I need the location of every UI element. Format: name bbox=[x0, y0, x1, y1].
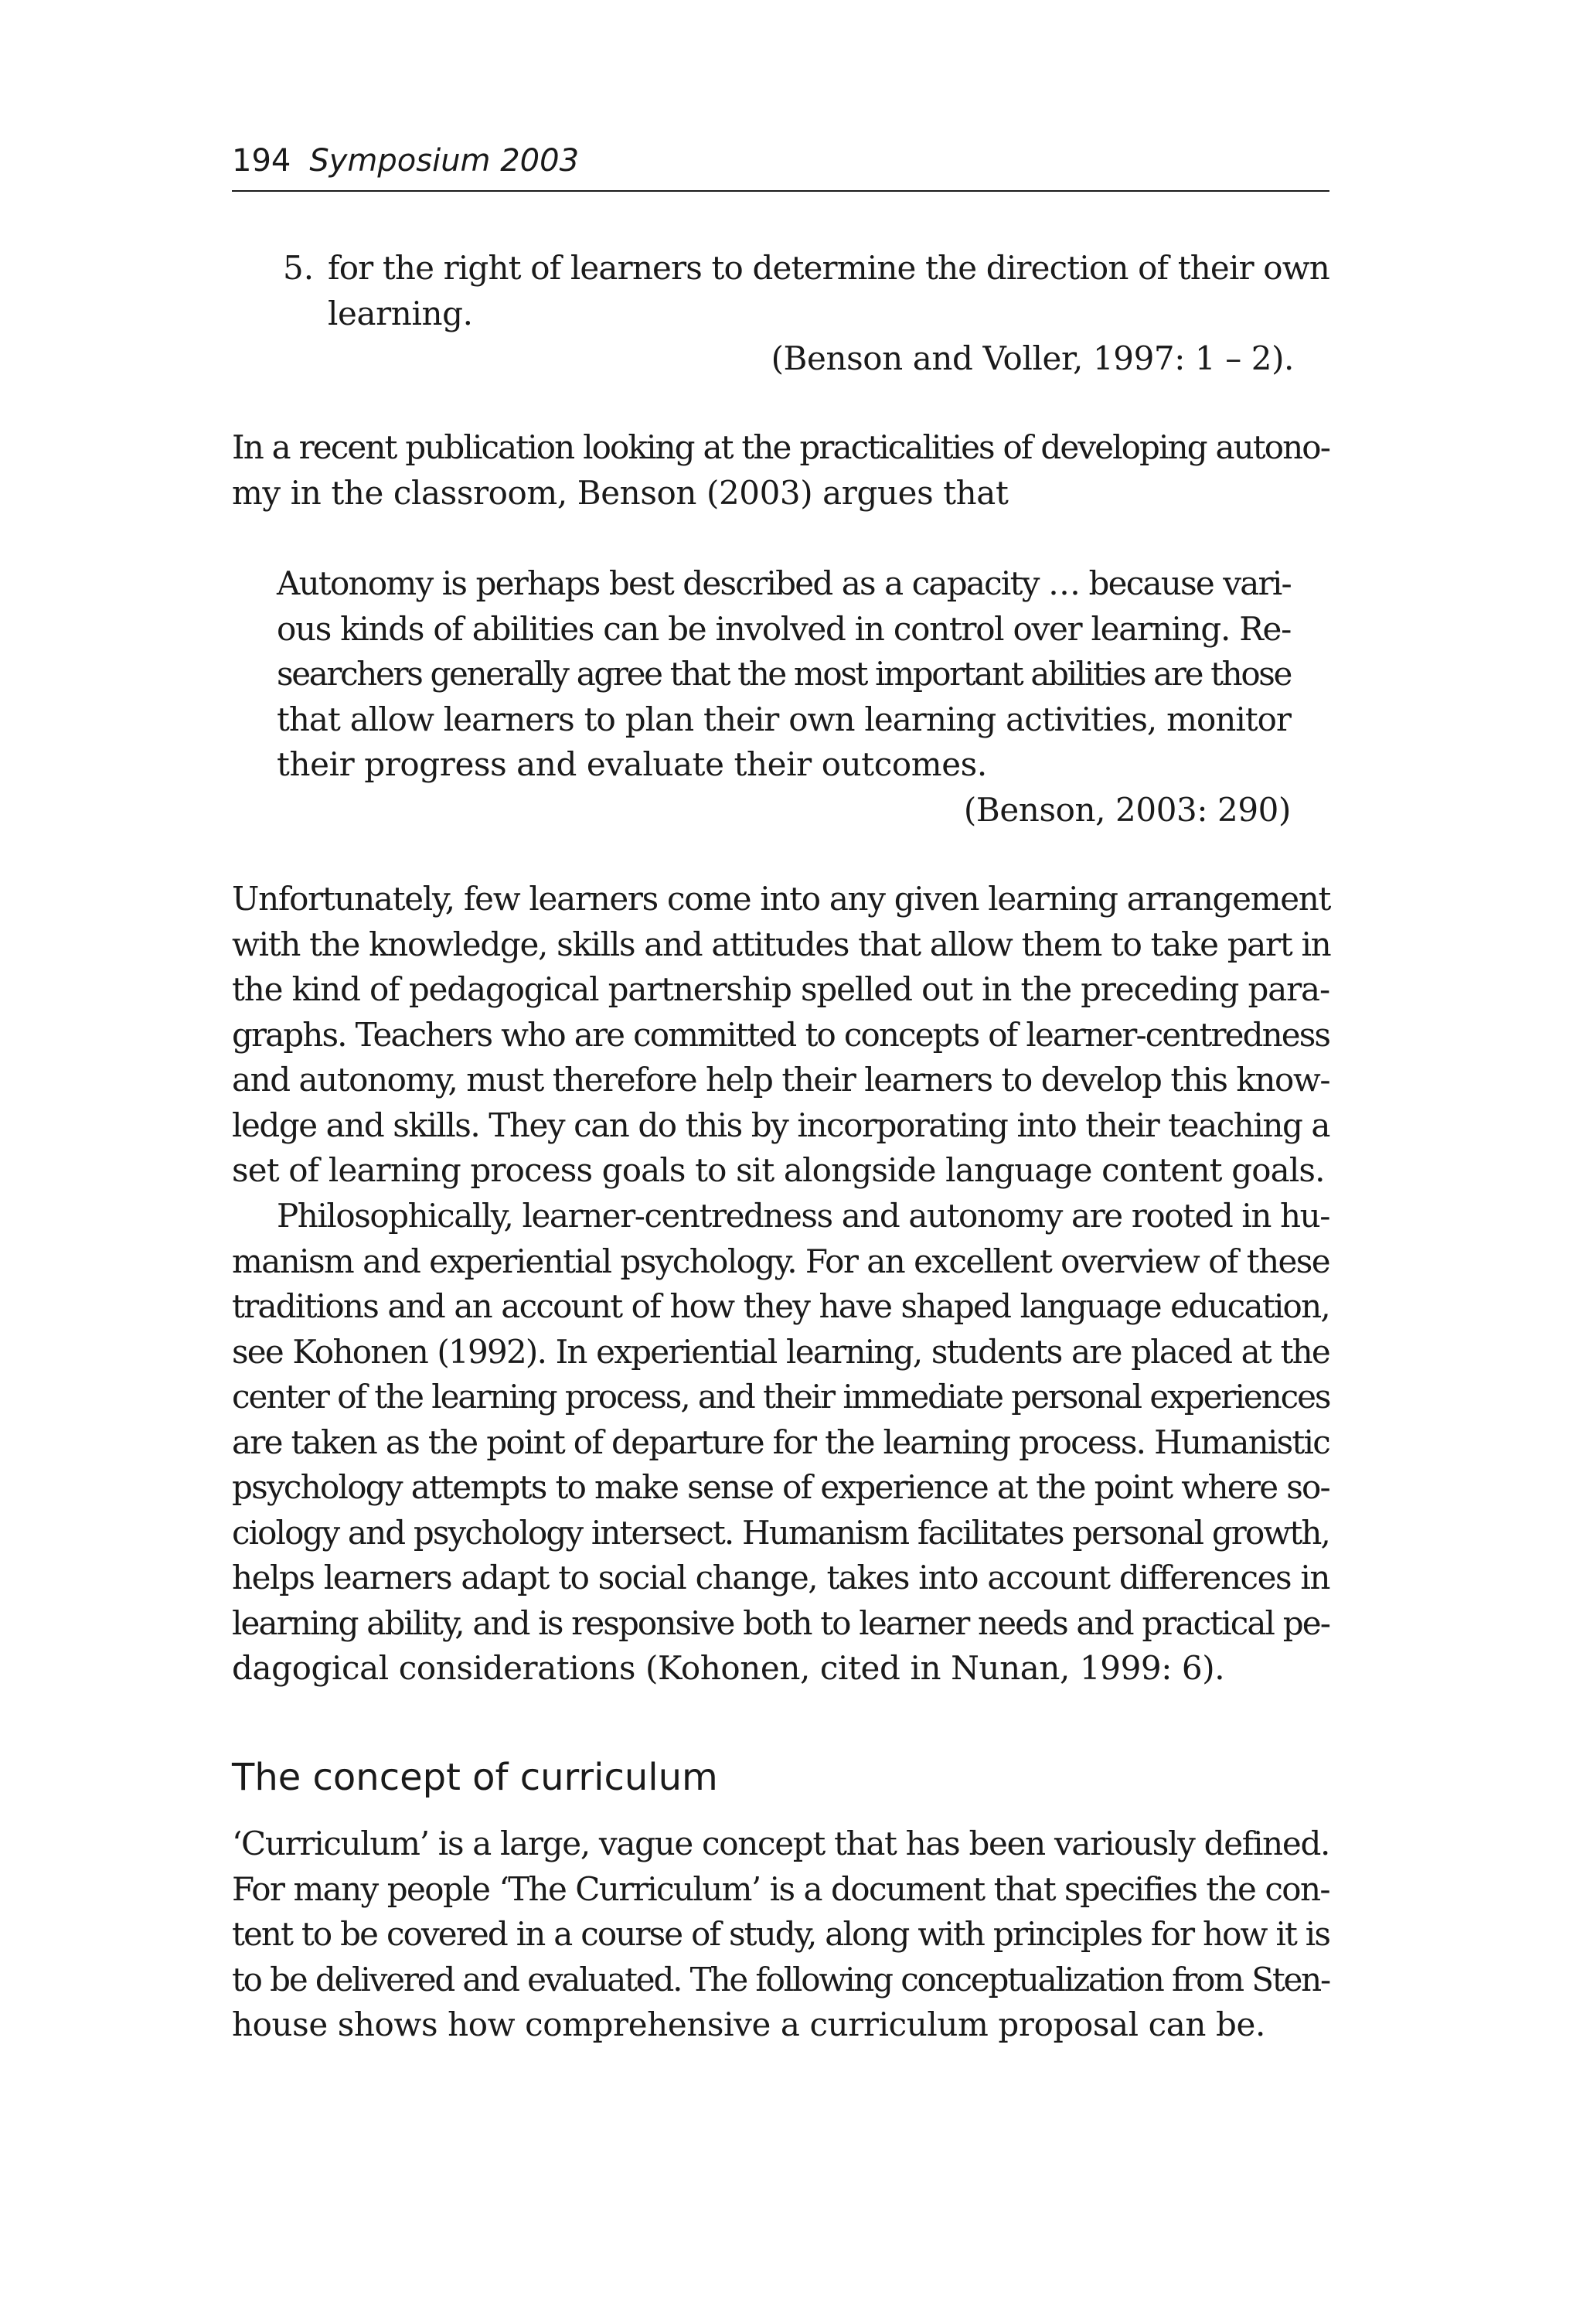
text-line: Autonomy is perhaps best described as a capacity … because vari- bbox=[277, 564, 1291, 602]
text-line: Philosophically, learner-centredness and autonomy are rooted in hu- bbox=[277, 1197, 1329, 1235]
list-item-text bbox=[328, 246, 1329, 336]
text-line: Unfortunately, few learners come into any given learning arrangement bbox=[232, 880, 1331, 918]
text-line: with the knowledge, skills and attitudes that allow them to take part in bbox=[232, 925, 1331, 963]
text-line: graphs. Teachers who are committed to concepts of learner-centredness bbox=[232, 1015, 1329, 1054]
list-item-number: 5. bbox=[283, 249, 315, 287]
quote-citation bbox=[277, 788, 1291, 833]
text-line: psychology attempts to make sense of experience at the point where so- bbox=[232, 1468, 1329, 1506]
section-heading: The concept of curriculum bbox=[232, 1756, 718, 1799]
text-line: learning ability, and is responsive both to learner needs and practical pe- bbox=[232, 1603, 1329, 1642]
text-line: ‘Curriculum’ is a large, vague concept that has been variously defined. bbox=[232, 1825, 1330, 1862]
text-line: ciology and psychology intersect. Humanism facilitates personal growth, bbox=[232, 1513, 1329, 1552]
citation-text: (Benson and Voller, 1997: 1 – 2). bbox=[771, 339, 1294, 377]
text-line: helps learners adapt to social change, takes into account differences in bbox=[232, 1559, 1329, 1596]
block-quote bbox=[277, 561, 1291, 788]
text-line: For many people ‘The Curriculum’ is a document that specifies the con- bbox=[232, 1869, 1329, 1908]
text-line: are taken as the point of departure for the learning process. Humanistic bbox=[232, 1423, 1329, 1461]
paragraph bbox=[232, 1821, 1329, 2048]
paragraph bbox=[232, 425, 1329, 516]
text-line: and autonomy, must therefore help their learners to develop this know- bbox=[232, 1061, 1330, 1099]
text-line: learning. bbox=[328, 294, 473, 332]
text-line: traditions and an account of how they have shaped language education, bbox=[232, 1287, 1329, 1325]
text-line: that allow learners to plan their own learning activities, monitor bbox=[277, 700, 1291, 738]
page-number: 194 bbox=[232, 143, 291, 179]
text-line: ous kinds of abilities can be involved in control over learning. Re- bbox=[277, 609, 1291, 648]
text-line: house shows how comprehensive a curriculum proposal can be. bbox=[232, 2005, 1265, 2043]
paragraph bbox=[232, 1194, 1329, 1692]
citation-text: (Benson, 2003: 290) bbox=[963, 791, 1291, 829]
text-line: dagogical considerations (Kohonen, cited in Nunan, 1999: 6). bbox=[232, 1649, 1225, 1687]
running-head bbox=[232, 141, 1329, 180]
text-line: to be delivered and evaluated. The following conceptualization from Sten- bbox=[232, 1960, 1329, 1999]
text-line: ledge and skills. They can do this by incorporating into their teaching a bbox=[232, 1106, 1329, 1144]
running-title: Symposium 2003 bbox=[309, 143, 580, 179]
list-citation bbox=[328, 336, 1294, 382]
text-line: In a recent publication looking at the practicalities of developing autono- bbox=[232, 428, 1329, 466]
paragraph bbox=[232, 877, 1329, 1194]
text-line: my in the classroom, Benson (2003) argues that bbox=[232, 473, 1009, 512]
text-line: see Kohonen (1992). In experiential learning, students are placed at the bbox=[232, 1332, 1329, 1371]
text-line: set of learning process goals to sit alongside language content goals. bbox=[232, 1151, 1325, 1189]
text-line: their progress and evaluate their outcomes. bbox=[277, 745, 987, 783]
header-rule bbox=[232, 190, 1329, 192]
text-line: the kind of pedagogical partnership spelled out in the preceding para- bbox=[232, 970, 1329, 1008]
text-line: for the right of learners to determine the direction of their own bbox=[328, 249, 1329, 287]
text-line: searchers generally agree that the most important abilities are those bbox=[277, 655, 1291, 693]
text-line: manism and experiential psychology. For an excellent overview of these bbox=[232, 1242, 1329, 1280]
text-line: tent to be covered in a course of study, along with principles for how it is bbox=[232, 1915, 1329, 1953]
text-line: center of the learning process, and their immediate personal experiences bbox=[232, 1378, 1330, 1416]
